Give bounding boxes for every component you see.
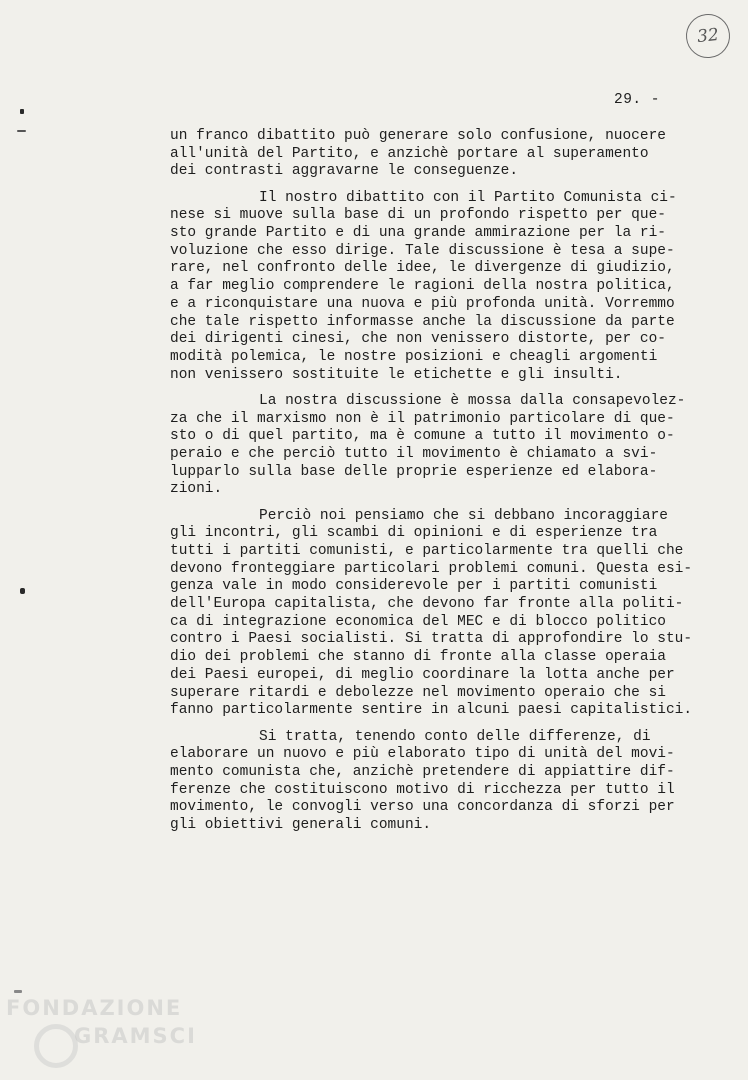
text-line: un franco dibattito può generare solo confusione, nuocere xyxy=(170,128,666,144)
text-line: modità polemica, le nostre posizioni e cheagli argomenti xyxy=(170,348,658,365)
archive-watermark xyxy=(6,992,196,1072)
paragraph-4 xyxy=(170,508,710,720)
text-line: za che il marxismo non è il patrimonio particolare di que- xyxy=(170,410,675,427)
text-line: voluzione che esso dirige. Tale discussione è tesa a supe- xyxy=(170,242,675,259)
text-line: Si tratta, tenendo conto delle differenze, di xyxy=(259,728,651,745)
text-line: sto grande Partito e di una grande ammirazione per la ri- xyxy=(170,225,666,242)
text-line: non venissero sostituite le etichette e gli insulti. xyxy=(170,366,623,383)
margin-mark xyxy=(17,130,26,132)
paragraph-2 xyxy=(170,190,710,385)
text-line: Perciò noi pensiamo che si debbano incoraggiare xyxy=(259,507,668,524)
text-line: ca di integrazione economica del MEC e di blocco politico xyxy=(170,613,666,630)
text-line: genza vale in modo considerevole per i partiti comunisti xyxy=(170,578,658,595)
margin-mark xyxy=(14,990,22,993)
paragraph-5 xyxy=(170,729,710,835)
text-line: movimento, le convogli verso una concordanza di sforzi per xyxy=(170,799,675,816)
paragraph-1 xyxy=(170,128,710,181)
archive-page-stamp: 32 xyxy=(684,12,732,60)
text-line: dei Paesi europei, di meglio coordinare la lotta anche per xyxy=(170,666,675,683)
text-line: che tale rispetto informasse anche la discussione da parte xyxy=(170,313,675,330)
watermark-text: GRAMSCI xyxy=(74,1024,197,1048)
margin-mark xyxy=(20,109,24,114)
document-body xyxy=(170,128,710,843)
text-line: zioni. xyxy=(170,481,223,498)
text-line: sto o di quel partito, ma è comune a tutto il movimento o- xyxy=(170,428,675,445)
text-line: dei contrasti aggravarne le conseguenze. xyxy=(170,163,519,180)
text-line: e a riconquistare una nuova e più profonda unità. Vorremmo xyxy=(170,295,675,312)
watermark-text: FONDAZIONE xyxy=(6,996,183,1020)
text-line: mento comunista che, anzichè pretendere di appiattire dif- xyxy=(170,763,675,780)
text-line: tutti i partiti comunisti, e particolarmente tra quelli che xyxy=(170,542,684,559)
text-line: peraio e che perciò tutto il movimento è chiamato a svi- xyxy=(170,445,658,462)
watermark-logo-icon xyxy=(34,1024,78,1068)
page-number: 29. - xyxy=(614,92,661,108)
text-line: La nostra discussione è mossa dalla consapevolez- xyxy=(259,392,686,409)
text-line: dell'Europa capitalista, che devono far fronte alla politi- xyxy=(170,596,684,613)
text-line: superare ritardi e debolezze nel movimento operaio che si xyxy=(170,684,666,701)
text-line: dio dei problemi che stanno di fronte alla classe operaia xyxy=(170,649,666,666)
margin-mark xyxy=(20,588,25,594)
text-line: lupparlo sulla base delle proprie esperienze ed elabora- xyxy=(170,463,658,480)
text-line: nese si muove sulla base di un profondo rispetto per que- xyxy=(170,207,666,224)
text-line: a far meglio comprendere le ragioni della nostra politica, xyxy=(170,278,675,295)
text-line: ferenze che costituiscono motivo di ricchezza per tutto il xyxy=(170,781,675,798)
text-line: fanno particolarmente sentire in alcuni paesi capitalistici. xyxy=(170,702,693,719)
text-line: dei dirigenti cinesi, che non venissero distorte, per co- xyxy=(170,331,666,348)
text-line: devono fronteggiare particolari problemi comuni. Questa esi- xyxy=(170,560,693,577)
paragraph-3 xyxy=(170,393,710,499)
text-line: rare, nel confronto delle idee, le divergenze di giudizio, xyxy=(170,260,675,277)
text-line: gli incontri, gli scambi di opinioni e di esperienze tra xyxy=(170,525,658,542)
text-line: all'unità del Partito, e anzichè portare al superamento xyxy=(170,145,649,162)
text-line: Il nostro dibattito con il Partito Comunista ci- xyxy=(259,189,677,206)
text-line: elaborare un nuovo e più elaborato tipo di unità del movi- xyxy=(170,746,675,763)
text-line: gli obiettivi generali comuni. xyxy=(170,817,432,834)
text-line: contro i Paesi socialisti. Si tratta di approfondire lo stu- xyxy=(170,631,693,648)
